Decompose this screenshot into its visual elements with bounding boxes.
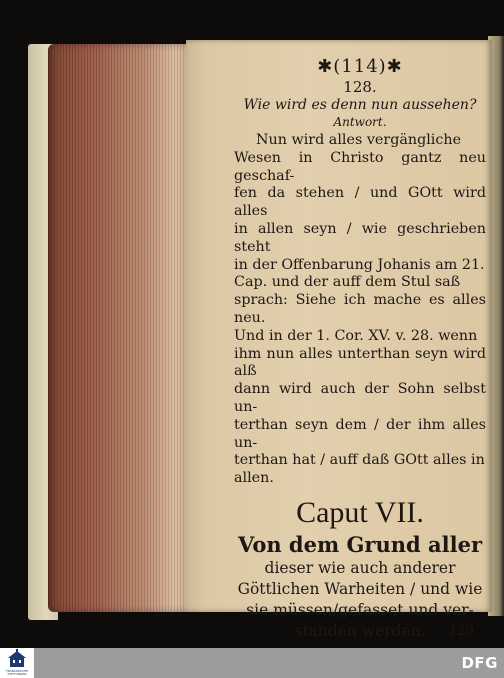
answer-line: Wesen in Christo gantz neu geschaf-: [234, 149, 486, 184]
answer-line: terthan seyn dem / der ihm alles un-: [234, 416, 486, 451]
page-number-header: ✱(114)✱: [317, 56, 403, 77]
answer-line: Cap. und der auff dem Stul saß: [234, 274, 461, 291]
question-text: Wie wird es denn nun aussehen?: [243, 97, 477, 113]
chapter-subtitle-line: standen werden.: [294, 621, 426, 640]
answer-line: allen.: [234, 470, 274, 487]
book-page: [186, 40, 492, 640]
page-fore-edge: [48, 44, 188, 612]
chapter-subtitle-line: Göttlichen Warheiten / und wie: [237, 579, 483, 598]
answer-line: in allen seyn / wie geschrieben steht: [234, 220, 486, 255]
chapter-subtitle-line: dieser wie auch anderer: [264, 558, 456, 577]
answer-line: ihm nun alles unterthan seyn wird alß: [234, 345, 486, 380]
answer-line: Nun wird alles vergängliche: [256, 132, 462, 148]
orphanage-building-icon: [0, 648, 34, 670]
institution-logo[interactable]: [0, 648, 34, 678]
answer-label: Antwort.: [333, 115, 387, 129]
answer-line: Und in der 1. Cor. XV. v. 28. wenn: [234, 327, 478, 344]
chapter-title: Caput VII.: [296, 495, 424, 529]
answer-paragraph: [234, 132, 486, 488]
chapter-subtitle-last-row: [234, 622, 486, 641]
question-number: 128.: [343, 78, 377, 96]
answer-line: dann wird auch der Sohn selbst un-: [234, 381, 486, 415]
answer-line: terthan hat / auff daß GOtt alles in: [234, 452, 485, 469]
answer-line: in der Offenbarung Johanis am 21.: [234, 256, 485, 273]
answer-line: fen da stehen / und GOtt wird alles: [234, 185, 486, 220]
footer-bar: [0, 648, 504, 678]
institution-name: FRANCKESCHE STIFTUNGEN: [5, 669, 29, 676]
chapter-subtitle-line: sie müssen/gefasset und ver-: [246, 600, 474, 619]
answer-line: sprach: Siehe ich mache es alles neu.: [234, 292, 486, 326]
dfg-logo[interactable]: DFG: [461, 654, 498, 672]
chapter-heading: Von dem Grund aller: [237, 531, 483, 557]
catchword: 129.: [449, 623, 478, 639]
page-text: [234, 56, 486, 641]
